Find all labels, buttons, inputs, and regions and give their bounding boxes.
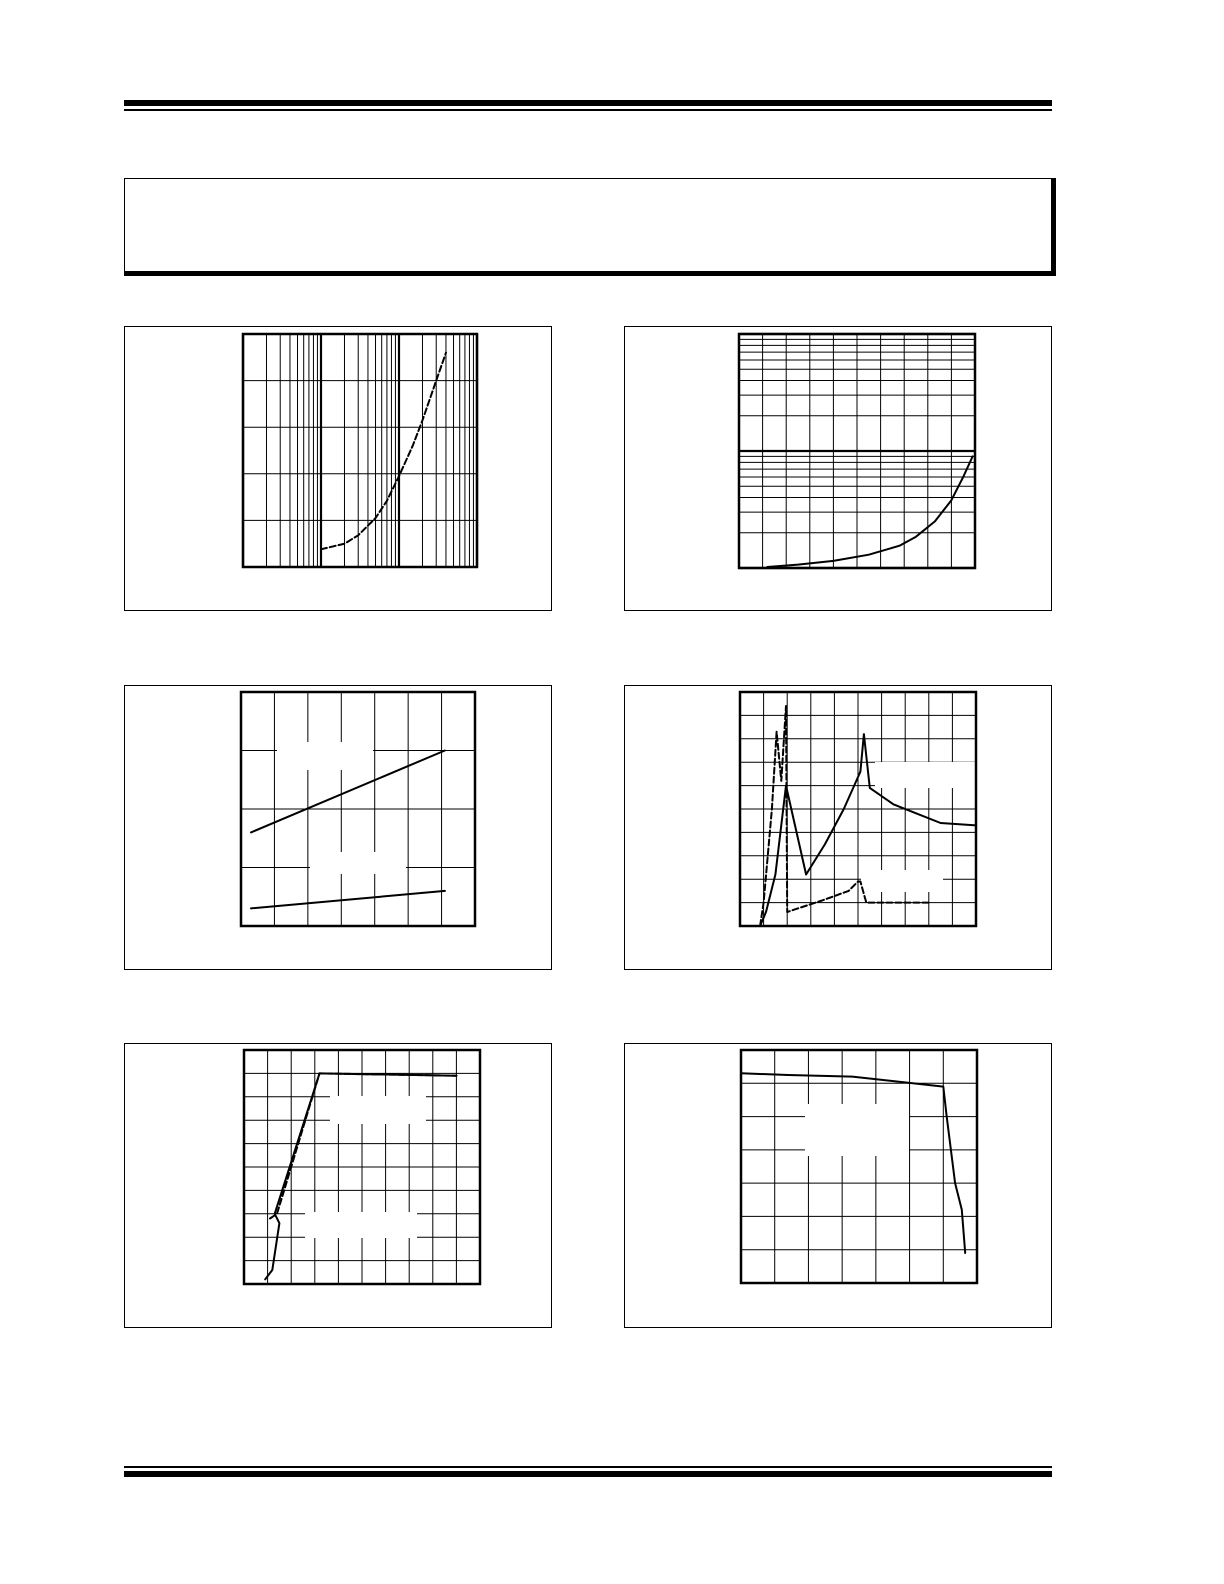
chart-1-grid [243, 334, 477, 567]
chart-panel-4 [624, 685, 1052, 970]
chart-6-frame [741, 1050, 977, 1283]
chart-panel-5 [124, 1043, 552, 1328]
chart-1-series-1-line [321, 353, 446, 550]
header-rule-thick [124, 100, 1052, 106]
chart-6-label-mask-0 [805, 1104, 909, 1156]
chart-3-series-2-line [251, 891, 445, 909]
chart-5-grid [244, 1050, 480, 1284]
chart-panel-3 [124, 685, 552, 970]
footer-rule-thick [124, 1471, 1052, 1477]
chart-2-svg [625, 327, 1051, 610]
chart-4-svg [625, 686, 1051, 969]
chart-1-svg [125, 327, 551, 610]
chart-3-label-mask-0 [277, 742, 373, 770]
note-box [124, 178, 1056, 276]
chart-3-svg [125, 686, 551, 969]
chart-5-svg [125, 1044, 551, 1327]
chart-6-svg [625, 1044, 1051, 1327]
chart-5-series-2-line [270, 1073, 456, 1218]
chart-panel-6 [624, 1043, 1052, 1328]
chart-panel-1 [124, 326, 552, 611]
chart-panel-2 [624, 326, 1052, 611]
chart-6-grid [741, 1050, 977, 1283]
chart-4-label-mask-1 [861, 870, 943, 892]
chart-2-grid [739, 334, 975, 568]
chart-5-label-mask-0 [330, 1096, 426, 1124]
chart-5-label-mask-1 [305, 1212, 417, 1238]
header-rule-thin [124, 109, 1052, 111]
footer-rule-thin [124, 1466, 1052, 1468]
chart-1-frame [243, 334, 477, 567]
chart-3-label-mask-1 [310, 852, 406, 874]
chart-4-label-mask-0 [875, 762, 975, 788]
